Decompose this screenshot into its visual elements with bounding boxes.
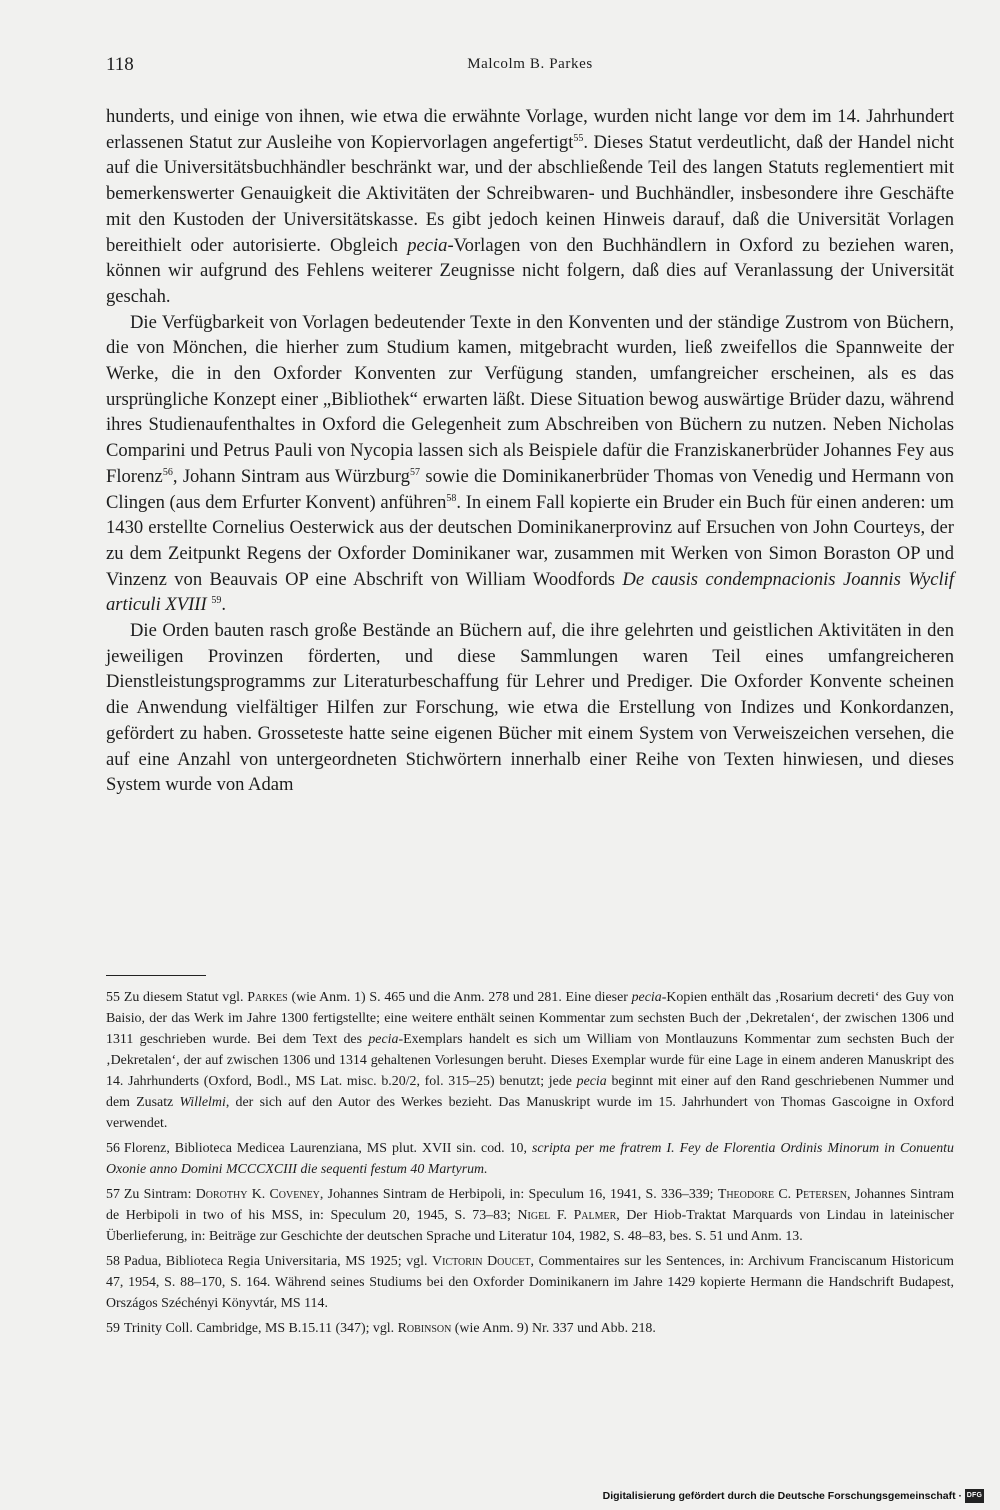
text-span: (wie Anm. 1) S. 465 und die Anm. 278 und 281. Eine dieser — [287, 990, 632, 1005]
footnote-number: 59 — [106, 1321, 120, 1336]
paragraph-2 — [106, 310, 954, 618]
author-name: Robinson — [397, 1321, 452, 1336]
author-name: Dorothy K. Coveney — [195, 1187, 320, 1202]
text-span: Florenz, Biblioteca Medicea Laurenziana, MS plut. XVII sin. cod. 10, — [123, 1141, 532, 1156]
dfg-logo-icon: DFG — [965, 1489, 984, 1503]
footnote-ref-55[interactable]: 55 — [573, 132, 584, 144]
italic-term: pecia — [368, 1032, 399, 1047]
text-span: Zu Sintram: — [123, 1187, 196, 1202]
text-span: , der sich auf den Autor des Werkes bezieht. Das Manuskript wurde im 15. Jahrhundert von Thomas Gascoigne in Oxford verwendet. — [106, 1095, 955, 1131]
text-span: , Johannes Sintram de Herbipoli, in: Speculum 16, 1941, S. 336–339; — [319, 1187, 718, 1202]
text-span: Zu diesem Statut vgl. — [123, 990, 248, 1005]
body-text — [106, 104, 954, 798]
footnote-56 — [106, 1138, 954, 1180]
author-name: Parkes — [247, 990, 288, 1005]
footnote-number: 57 — [106, 1187, 120, 1202]
footnotes — [106, 987, 954, 1343]
text-span: beginnt mit einer auf den Rand geschriebenen Nummer und dem Zusatz — [106, 1074, 954, 1110]
footnote-59 — [106, 1318, 954, 1339]
text-span: . Dieses Statut verdeutlicht, daß der Handel nicht auf die Universitätsbuchhändler beschränkt war, und der abschließende Teil des langen Statuts reglementiert mit bemerkenswerter Genauigkeit die Aktivitäten der Schreibwaren- und Buchhändler, insbesondere ihre Geschäfte mit den Kustoden der Universitätskasse. Es gibt jedoch keinen Hinweis darauf, daß die Universität Vorlagen bereithielt oder autorisierte. Obgleich — [106, 131, 954, 256]
digitization-footer — [604, 1488, 984, 1506]
italic-term: pecia — [631, 990, 662, 1005]
text-span: hunderts, und einige von ihnen, wie etwa die erwähnte Vorlage, wurden nicht lange vor dem im 14. Jahrhundert erlassenen Statut zur Ausleihe von Kopiervorlagen angefertigt — [106, 106, 954, 153]
footnote-ref-56[interactable]: 56 — [162, 466, 173, 478]
text-span: sowie die Dominikanerbrüder Thomas von Venedig und Hermann von Clingen (aus dem Erfurter Konvent) anführen — [106, 465, 954, 513]
footnote-number: 56 — [106, 1141, 120, 1156]
text-span: . — [221, 594, 226, 616]
text-span: Padua, Biblioteca Regia Universitaria, MS 1925; vgl. — [123, 1254, 433, 1269]
footnote-55 — [106, 987, 954, 1134]
funding-notice: Digitalisierung gefördert durch die Deutsche Forschungsgemeinschaft · — [602, 1490, 962, 1502]
italic-term: pecia — [407, 234, 448, 256]
running-head: Malcolm B. Parkes — [467, 56, 593, 72]
text-span: -Exemplars handelt es sich um William von Montlauzuns Kommentar zum sechsten Buch der ‚Dekretalen‘, der auf zwischen 1306 und 1314 gehaltenen Vorlesungen beruht. Dieses Exemplar wurde für eine Lage in einem anderen Manuskript des 14. Jahrhunderts (Oxford, Bodl., MS Lat. misc. b.20/2, fol. 315–25) benutzt; jede — [106, 1032, 954, 1089]
italic-term: pecia — [576, 1074, 607, 1089]
footnote-divider — [106, 975, 206, 976]
text-span: Die Verfügbarkeit von Vorlagen bedeutender Texte in den Konventen und der ständige Zustrom von Büchern, die von Mönchen, die hierher zum Studium kamen, mitgebracht wurden, ließ zweifellos die Spannweite der Werke, die in den Oxforder Konventen zur Verfügung standen, umfangreicher erscheinen, als es das ursprüngliche Konzept einer „Bibliothek“ erwarten läßt. Diese Situation bewog auswärtige Brüder dazu, während ihres Studienaufenthaltes in Oxford die Gelegenheit zum Abschreiben von Büchern zu nutzen. Neben Nicholas Comparini und Petrus Pauli von Nycopia lassen sich als Beispiele dafür die Franziskanerbrüder Johannes Fey aus Florenz — [106, 311, 954, 487]
page-header — [106, 54, 954, 82]
italic-quote: scripta per me fratrem I. Fey de Florentia Ordinis Minorum in Conuentu Oxonie anno Domini MCCCXCIII die sequenti festum 40 Martyrum. — [106, 1141, 954, 1177]
text-span: , Commentaires sur les Sentences, in: Archivum Franciscanum Historicum 47, 1954, S. 88–170, S. 164. Während seines Studiums bei den Oxforder Dominikanern im Jahre 1429 kopierte Hermann die Handschrift Budapest, Országos Széchényi Könyvtár, MS 114. — [106, 1254, 954, 1311]
footnote-58 — [106, 1251, 954, 1314]
author-name: Theodore C. Petersen — [717, 1187, 848, 1202]
footnote-ref-59[interactable]: 59 — [211, 595, 222, 607]
footnote-number: 58 — [106, 1254, 120, 1269]
paragraph-3: Die Orden bauten rasch große Bestände an Büchern auf, die ihre gelehrten und geistlichen Aktivitäten in den jeweiligen Provinzen förderten, und diese Sammlungen waren Teil eines umfangreicheren Dienstleistungsprogramms zur Literaturbeschaffung für Lehrer und Prediger. Die Oxforder Konvente scheinen die Anwendung vielfältiger Hilfen zur Forschung, wie etwa die Erstellung von Indizes und Konkordanzen, gefördert zu haben. Grosseteste hatte seine eigenen Bücher mit einem System von Verweiszeichen versehen, die auf eine Anzahl von untergeordneten Stichwörtern innerhalb einer Reihe von Texten hinwiesen, und dieses System wurde von Adam — [106, 620, 954, 796]
author-name: Victorin Doucet — [432, 1254, 531, 1269]
text-span: (wie Anm. 9) Nr. 337 und Abb. 218. — [451, 1321, 656, 1336]
footnote-ref-58[interactable]: 58 — [446, 492, 457, 504]
footnote-ref-57[interactable]: 57 — [409, 466, 420, 478]
text-span: , Johannes Sintram de Herbipoli in two of his MSS, in: Speculum 20, 1945, S. 73–83; — [106, 1187, 954, 1223]
italic-term: Willelmi — [179, 1095, 226, 1110]
text-span: -Kopien enthält das ‚Rosarium decreti‘ des Guy von Baisio, der das Werk im Jahre 1300 fertigstellte; eine weitere enthält seinen Kommentar zum sechsten Buch der ‚Dekretalen‘, der zwischen 1306 und 1311 geschrieben wurde. Bei dem Text des — [106, 990, 954, 1047]
paragraph-1 — [106, 104, 954, 310]
text-span: , Johann Sintram aus Würzburg — [172, 465, 410, 487]
author-name: Nigel F. Palmer — [517, 1208, 617, 1223]
text-span: -Vorlagen von den Buchhändlern in Oxford zu beziehen waren, können wir aufgrund des Fehlens weiterer Zeugnisse nicht folgern, daß dies auf Veranlassung der Universität geschah. — [106, 234, 954, 307]
footnote-number: 55 — [106, 990, 120, 1005]
page-number: 118 — [106, 54, 134, 75]
italic-title: De causis condempnacionis Joannis Wyclif articuli XVIII — [106, 568, 954, 616]
text-span: . In einem Fall kopierte ein Bruder ein Buch für einen anderen: um 1430 erstellte Cornelius Oesterwick aus der deutschen Dominikanerprovinz auf Ersuchen von John Courteys, der zu dem Zeitpunkt Regens der Oxforder Dominikaner war, zusammen mit Werken von Simon Boraston OP und Vinzenz von Beauvais OP eine Abschrift von William Woodfords — [106, 491, 954, 590]
footnote-57 — [106, 1184, 954, 1247]
text-span: Trinity Coll. Cambridge, MS B.15.11 (347); vgl. — [123, 1321, 398, 1336]
text-span: , Der Hiob-Traktat Marquards von Lindau in lateinischer Überlieferung, in: Beiträge zur Geschichte der deutschen Sprache und Literatur 104, 1982, S. 48–83, bes. S. 51 und Anm. 13. — [106, 1208, 954, 1244]
